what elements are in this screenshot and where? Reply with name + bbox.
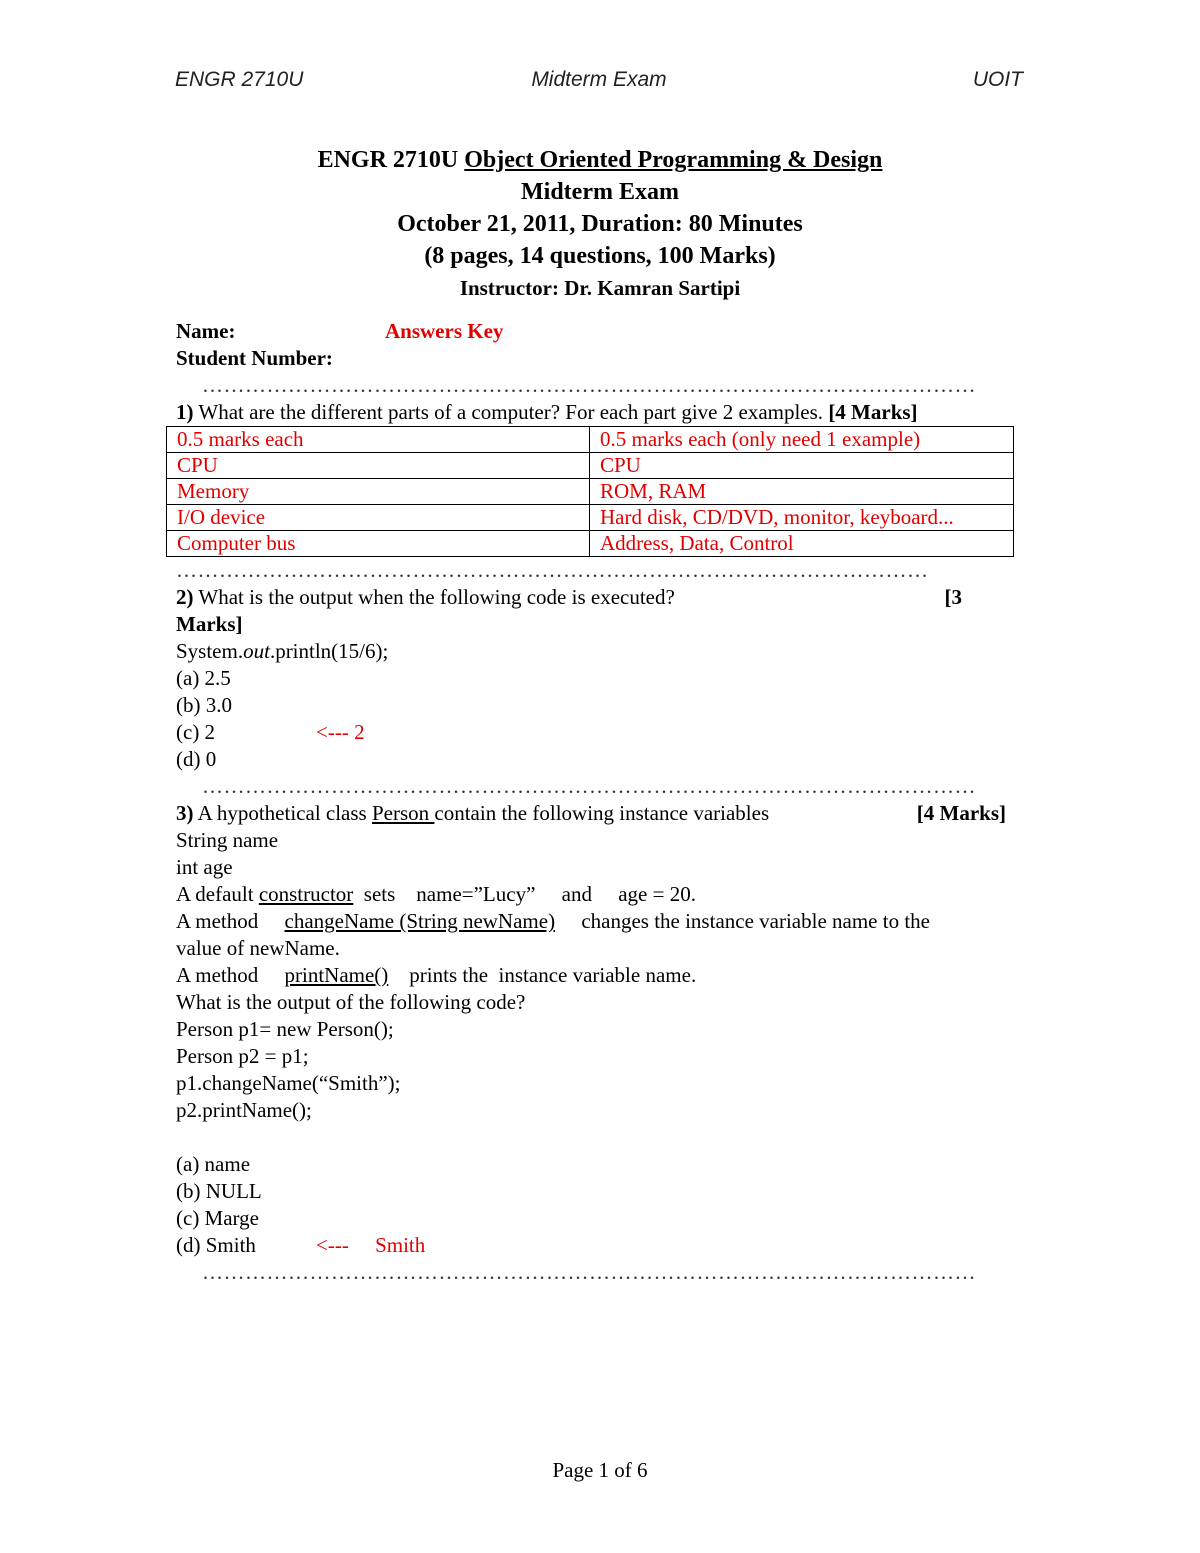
table-cell: ROM, RAM <box>590 479 1014 505</box>
divider: ……………………………………………………………………………………………… <box>202 1260 976 1284</box>
exam-date: October 21, 2011, Duration: 80 Minutes <box>397 211 803 237</box>
text-part: prints the instance variable name. <box>388 963 697 987</box>
q3-answer: <--- Smith <box>316 1233 426 1257</box>
q3-prompt <box>176 800 1016 827</box>
q3-text: contain the following instance variables <box>434 801 770 825</box>
q3-number: 3) <box>176 801 194 825</box>
q3-constructor <box>176 881 1016 908</box>
title-block <box>0 144 1200 302</box>
table-cell: CPU <box>590 453 1014 479</box>
q3-var-name: String name <box>176 828 279 852</box>
q1-marks: [4 Marks] <box>828 400 918 424</box>
q2-answer: <--- 2 <box>316 720 365 744</box>
q2-number: 2) <box>176 585 194 609</box>
student-number-label: Student Number: <box>176 346 333 370</box>
instructor: Instructor: Dr. Kamran Sartipi <box>459 276 741 300</box>
divider: ……………………………………………………………………………………………… <box>202 373 976 397</box>
q3-option-c: (c) Marge <box>176 1206 259 1230</box>
q1-prompt <box>176 399 1016 426</box>
table-row <box>167 531 1014 557</box>
table-cell: Computer bus <box>167 531 590 557</box>
table-cell: 0.5 marks each <box>167 427 590 453</box>
q1-answer-table <box>166 426 1014 557</box>
q3-class-name: Person <box>371 801 435 825</box>
q2-text: What is the output when the following code is executed? <box>198 585 675 609</box>
q3-code-line: p2.printName(); <box>176 1098 312 1122</box>
method-signature: changeName (String newName) <box>284 909 556 933</box>
exam-content <box>176 318 1016 1286</box>
option-label: (c) 2 <box>176 720 216 744</box>
code-part: System. <box>176 639 244 663</box>
table-cell: Address, Data, Control <box>590 531 1014 557</box>
q2-marks: [3 <box>944 585 962 609</box>
q3-option-d <box>176 1232 1016 1259</box>
table-row <box>167 479 1014 505</box>
q3-code-line: p1.changeName(“Smith”); <box>176 1071 401 1095</box>
table-cell: Memory <box>167 479 590 505</box>
q3-code-line: Person p1= new Person(); <box>176 1017 394 1041</box>
q3-option-a: (a) name <box>176 1152 251 1176</box>
q3-question: What is the output of the following code? <box>176 990 526 1014</box>
table-cell: I/O device <box>167 505 590 531</box>
course-code: ENGR 2710U <box>317 147 459 173</box>
q2-option-d: (d) 0 <box>176 747 217 771</box>
q3-method-changename-cont: value of newName. <box>176 936 340 960</box>
text-part: sets name=”Lucy” and age = 20. <box>353 882 696 906</box>
text-part: changes the instance variable name to the <box>555 909 930 933</box>
code-part: out <box>243 639 270 663</box>
text-part: A method <box>176 963 285 987</box>
header-course: ENGR 2710U <box>175 68 304 91</box>
q3-method-changename <box>176 908 1016 935</box>
name-value: Answers Key <box>385 319 504 343</box>
spacer <box>176 1124 1016 1151</box>
table-row <box>167 453 1014 479</box>
q2-option-b: (b) 3.0 <box>176 693 232 717</box>
header-institution: UOIT <box>972 68 1023 91</box>
q2-option-c <box>176 719 1016 746</box>
page-header <box>175 68 1023 96</box>
course-title <box>0 144 1200 176</box>
name-label: Name: <box>176 319 236 343</box>
text-part: A default <box>176 882 259 906</box>
course-name: Object Oriented Programming & Design <box>464 147 883 173</box>
q2-prompt <box>176 584 1016 611</box>
exam-summary: (8 pages, 14 questions, 100 Marks) <box>424 243 776 269</box>
q3-var-age: int age <box>176 855 233 879</box>
exam-title: Midterm Exam <box>521 179 679 205</box>
constructor-term: constructor <box>258 882 354 906</box>
name-row <box>176 318 1016 345</box>
divider: ……………………………………………………………………………………………… <box>202 774 976 798</box>
q3-marks: [4 Marks] <box>916 801 1006 825</box>
divider: …………………………………………………………………………………………… <box>176 558 929 582</box>
q3-text: A hypothetical class <box>197 801 372 825</box>
method-signature: printName() <box>284 963 389 987</box>
q3-method-printname <box>176 962 1016 989</box>
table-cell: CPU <box>167 453 590 479</box>
q2-code <box>176 638 1016 665</box>
header-exam: Midterm Exam <box>531 68 667 91</box>
q1-number: 1) <box>176 400 194 424</box>
page-number: Page 1 of 6 <box>552 1458 648 1482</box>
table-cell: Hard disk, CD/DVD, monitor, keyboard... <box>590 505 1014 531</box>
q2-option-a: (a) 2.5 <box>176 666 231 690</box>
q3-option-b: (b) NULL <box>176 1179 262 1203</box>
q2-marks-cont: Marks] <box>176 612 243 636</box>
text-part: A method <box>176 909 285 933</box>
table-row <box>167 505 1014 531</box>
table-row <box>167 427 1014 453</box>
table-cell: 0.5 marks each (only need 1 example) <box>590 427 1014 453</box>
option-label: (d) Smith <box>176 1233 256 1257</box>
q3-code-line: Person p2 = p1; <box>176 1044 309 1068</box>
q1-text: What are the different parts of a computer? For each part give 2 examples. <box>198 400 824 424</box>
code-part: .println(15/6); <box>269 639 389 663</box>
